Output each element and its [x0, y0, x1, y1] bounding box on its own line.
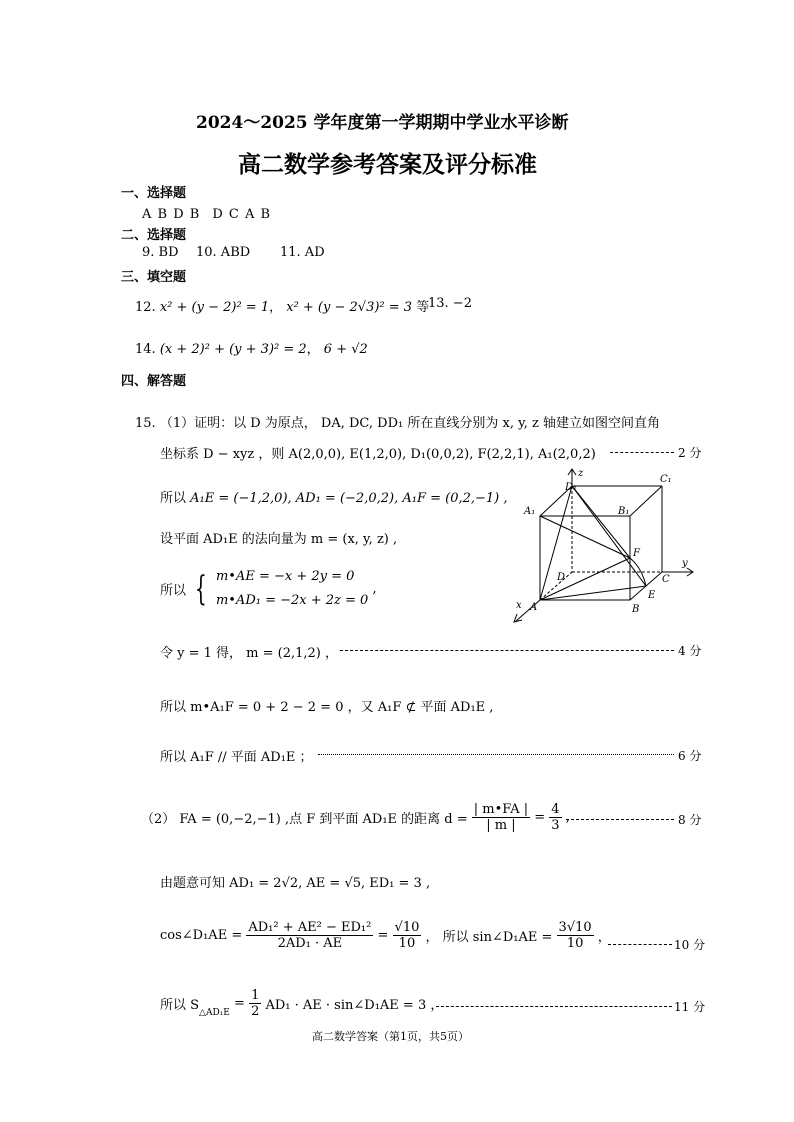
label-A1: A₁: [524, 506, 536, 517]
hidden-edge-A-D: [540, 572, 572, 600]
solution-line-5-suffix: ,: [372, 581, 377, 597]
solution-line-9-tail: ,: [565, 810, 570, 825]
cube-front-face: [540, 516, 630, 600]
solution-line-8: 所以 A₁F // 平面 AD₁E ；: [160, 750, 313, 765]
label-B1: B₁: [618, 506, 630, 517]
solution-line-1: [135, 412, 660, 431]
area-subscript: △AD₁E: [199, 1008, 230, 1018]
solution-line-5-prefix: 所以: [160, 583, 187, 599]
sin-label: ， 所以 sin∠D₁AE =: [425, 930, 553, 945]
equals-sign: =: [534, 810, 546, 825]
distance-value-den: 3: [551, 818, 560, 833]
score-leader-10: [608, 944, 672, 945]
label-B: B: [632, 604, 640, 615]
solution-line-6: 令 y = 1 得， m = (2,1,2) ，: [160, 646, 339, 661]
equation-system: [216, 565, 368, 613]
area-label: 所以 S: [160, 998, 200, 1013]
cosine-fraction-num: AD₁² + AE² − ED₁²: [248, 920, 372, 935]
score-leader-2: [610, 452, 674, 453]
section-3-label: 三、填空题: [121, 270, 187, 285]
solution-line-4: 设平面 AD₁E 的法向量为 m = (x, y, z) ,: [160, 532, 398, 547]
q12-number: 12.: [135, 300, 156, 315]
q14-answer-a: (x + 2)² + (y + 3)² = 2: [159, 342, 307, 357]
answer-q13: 13. −2: [428, 296, 472, 311]
solution-line-11-tail: ，: [597, 930, 611, 945]
distance-value: [549, 802, 561, 833]
system-brace: {: [195, 569, 207, 609]
solution-line-10: 由题意可知 AD₁ = 2√2, AE = √5, ED₁ = 3 ,: [160, 876, 431, 891]
document-title: 2024～2025 学年度第一学期期中学业水平诊断: [196, 113, 569, 133]
half-fraction-den: 2: [251, 1004, 260, 1019]
section-4-label: 四、解答题: [121, 374, 187, 389]
answer-q9: 9. BD: [142, 245, 179, 260]
area-expression: AD₁ · AE · sin∠D₁AE = 3 ，: [265, 998, 444, 1013]
cosine-value: [393, 920, 422, 951]
q14-number: 14.: [135, 342, 156, 357]
answer-q14: 14. (x + 2)² + (y + 3)² = 2， 6 + √2: [135, 342, 368, 357]
line-D1-A: [540, 486, 572, 600]
edge-C1-B1: [630, 486, 662, 516]
equation-2: m•AD₁ = −2x + 2z = 0: [215, 593, 369, 608]
half-fraction: [249, 988, 261, 1019]
answer-q10: 10. ABD: [196, 245, 251, 260]
solution-line-9: [141, 802, 570, 833]
score-2: 2 分: [678, 446, 702, 460]
score-6: 6 分: [678, 749, 702, 763]
score-4: 4 分: [678, 644, 702, 658]
solution-line-7: 所以 m•A₁F = 0 + 2 − 2 = 0 ，又 A₁F ⊄ 平面 AD₁E ,: [160, 700, 494, 715]
solution-line-2: 坐标系 D − xyz ，则 A(2,0,0), E(1,2,0), D₁(0,0,2), F(2,2,1), A₁(2,0,2): [160, 447, 596, 462]
distance-fraction: [472, 802, 530, 833]
label-y: y: [682, 558, 688, 569]
score-leader-4: [340, 650, 674, 651]
label-D1: D₁: [565, 482, 578, 493]
q14-answer-b: 6 + √2: [323, 342, 368, 357]
solution-line-3-prefix: 所以: [160, 491, 187, 506]
cos-label: cos∠D₁AE =: [160, 928, 243, 943]
section-1-answers: A B D B D C A B: [142, 207, 271, 222]
cosine-fraction-den: 2AD₁ · AE: [277, 936, 343, 951]
cube-figure: [510, 468, 700, 628]
section-1-label: 一、选择题: [121, 186, 187, 201]
solution-line-9-text: （2） FA = (0,−2,−1) ,点 F 到平面 AD₁E 的距离 d =: [141, 812, 468, 827]
line-D1-F: [572, 486, 630, 558]
cosine-value-num: √10: [394, 920, 420, 935]
cosine-value-den: 10: [398, 936, 416, 951]
label-x: x: [516, 600, 522, 611]
solution-line-11: [160, 920, 611, 951]
label-z: z: [578, 468, 584, 479]
answer-q11: 11. AD: [280, 245, 325, 260]
score-leader-8: [566, 819, 674, 820]
sine-value-den: 10: [566, 936, 584, 951]
solution-line-1-text: （1）证明：以 D 为原点， DA, DC, DD₁ 所在直线分别为 x, y, z 轴建立如图空间直角: [159, 416, 660, 431]
solution-line-3: [160, 487, 508, 506]
cos-equals: =: [377, 928, 389, 943]
score-leader-11: [436, 1006, 672, 1007]
q12-answer-a: x² + (y − 2)² = 1: [159, 300, 270, 315]
sine-value-num: 3√10: [558, 920, 592, 935]
x-axis-arrow: [514, 614, 522, 622]
cosine-fraction: [246, 920, 373, 951]
answer-q12: 12. x² + (y − 2)² = 1， x² + (y − 2√3)² = 3 等: [135, 300, 430, 315]
score-11: 11 分: [674, 1000, 706, 1014]
solution-line-12: [160, 988, 443, 1019]
score-8: 8 分: [678, 813, 702, 827]
equation-1: m•AE = −x + 2y = 0: [215, 569, 355, 584]
label-A: A: [530, 602, 538, 613]
label-C: C: [662, 574, 670, 585]
label-F: F: [633, 548, 640, 559]
half-fraction-num: 1: [251, 988, 260, 1003]
sine-value: [557, 920, 594, 951]
solution-line-3-vectors: A₁E = (−1,2,0), AD₁ = (−2,0,2), A₁F = (0,2,−1) ,: [190, 491, 508, 506]
page-footer: 高二数学答案（第1页，共5页）: [312, 1030, 469, 1043]
q12-answer-b: x² + (y − 2√3)² = 3: [286, 300, 413, 315]
document-subtitle: 高二数学参考答案及评分标准: [238, 152, 537, 178]
label-E: E: [648, 590, 656, 601]
label-C1: C₁: [660, 474, 672, 485]
score-10: 10 分: [674, 938, 706, 952]
solution-line-5: [160, 565, 377, 613]
score-leader-6: [318, 754, 674, 755]
area-equals: =: [234, 996, 245, 1011]
distance-fraction-den: | m |: [486, 818, 516, 833]
label-D: D: [557, 572, 566, 583]
q12-suffix: 等: [416, 300, 430, 315]
distance-fraction-num: | m•FA |: [473, 802, 529, 817]
problem-number: 15.: [135, 416, 156, 431]
section-2-label: 二、选择题: [121, 228, 187, 243]
distance-value-num: 4: [551, 802, 560, 817]
